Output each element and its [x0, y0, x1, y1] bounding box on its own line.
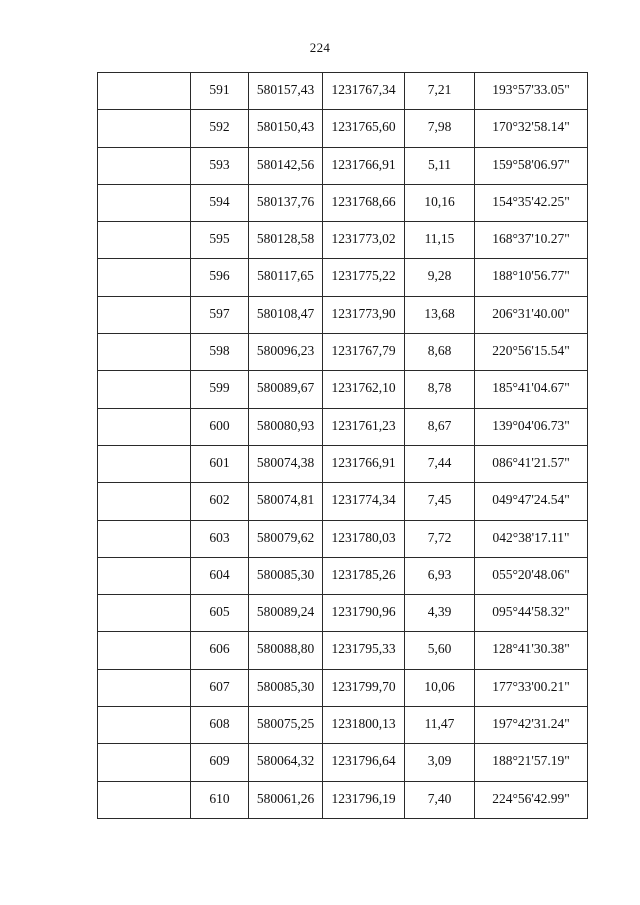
y-coordinate-cell	[323, 334, 405, 371]
point-number-cell-text: 607	[209, 678, 230, 694]
blank-cell-text	[98, 782, 190, 792]
blank-cell	[98, 371, 191, 408]
direction-angle-cell-text: 188°21'57.19"	[492, 753, 570, 769]
y-coordinate-cell-text: 1231767,34	[331, 82, 396, 97]
distance-cell-text: 8,78	[427, 380, 452, 396]
y-coordinate-cell	[323, 184, 405, 221]
x-coordinate-cell	[249, 334, 323, 371]
blank-cell	[98, 334, 191, 371]
x-coordinate-cell	[249, 595, 323, 632]
x-coordinate-cell	[249, 669, 323, 706]
distance-cell-text: 13,68	[424, 305, 455, 321]
direction-angle-cell	[475, 781, 588, 818]
x-coordinate-cell-text: 580150,43	[256, 119, 315, 135]
distance-cell	[405, 296, 475, 333]
y-coordinate-cell-text: 1231796,64	[331, 753, 396, 769]
distance-cell	[405, 669, 475, 706]
distance-cell	[405, 632, 475, 669]
direction-angle-cell	[475, 296, 588, 333]
distance-cell	[405, 595, 475, 632]
table-row	[98, 408, 588, 445]
blank-cell	[98, 632, 191, 669]
distance-cell-text: 10,06	[424, 678, 455, 694]
distance-cell-text: 11,47	[424, 716, 455, 732]
distance-cell-text: 4,39	[427, 604, 452, 620]
direction-angle-cell-text: 042°38'17.11"	[492, 529, 570, 545]
distance-cell-text: 5,11	[427, 156, 452, 172]
table-row	[98, 520, 588, 557]
x-coordinate-cell-text: 580080,93	[256, 417, 315, 433]
y-coordinate-cell-text: 1231766,91	[331, 454, 396, 470]
blank-cell-text	[98, 297, 190, 307]
table-row	[98, 669, 588, 706]
distance-cell-text: 7,40	[427, 790, 452, 806]
x-coordinate-cell-text: 580074,38	[256, 454, 315, 470]
direction-angle-cell-text: 049°47'24.54"	[492, 492, 570, 508]
table-row	[98, 259, 588, 296]
direction-angle-cell	[475, 669, 588, 706]
distance-cell	[405, 147, 475, 184]
direction-angle-cell	[475, 744, 588, 781]
point-number-cell	[191, 781, 249, 818]
point-number-cell	[191, 632, 249, 669]
point-number-cell-text: 604	[209, 566, 230, 582]
blank-cell	[98, 73, 191, 110]
x-coordinate-cell-text: 580064,32	[256, 753, 315, 769]
point-number-cell-text: 598	[209, 343, 230, 359]
point-number-cell-text: 592	[209, 119, 230, 135]
direction-angle-cell-text: 139°04'06.73"	[492, 417, 570, 433]
distance-cell-text: 6,93	[427, 566, 452, 582]
table-row	[98, 296, 588, 333]
point-number-cell	[191, 557, 249, 594]
point-number-cell	[191, 371, 249, 408]
table-row	[98, 744, 588, 781]
distance-cell-text: 8,67	[427, 417, 452, 433]
y-coordinate-cell-text: 1231795,33	[331, 641, 396, 657]
coordinates-table-body	[98, 73, 588, 819]
table-row	[98, 222, 588, 259]
distance-cell-text: 8,68	[427, 343, 452, 359]
x-coordinate-cell-text: 580061,26	[256, 790, 315, 806]
blank-cell	[98, 520, 191, 557]
y-coordinate-cell-text: 1231796,19	[331, 790, 396, 806]
blank-cell-text	[98, 334, 190, 344]
point-number-cell-text: 591	[209, 82, 230, 97]
x-coordinate-cell-text: 580085,30	[256, 678, 315, 694]
direction-angle-cell-text: 177°33'00.21"	[492, 678, 570, 694]
direction-angle-cell	[475, 110, 588, 147]
table-row	[98, 707, 588, 744]
y-coordinate-cell	[323, 445, 405, 482]
point-number-cell	[191, 259, 249, 296]
blank-cell	[98, 781, 191, 818]
blank-cell	[98, 259, 191, 296]
point-number-cell-text: 605	[209, 604, 230, 620]
distance-cell-text: 7,98	[427, 119, 452, 135]
x-coordinate-cell-text: 580137,76	[256, 193, 315, 209]
y-coordinate-cell-text: 1231800,13	[331, 716, 396, 732]
distance-cell-text: 7,21	[427, 82, 452, 97]
direction-angle-cell-text: 193°57'33.05"	[492, 82, 570, 97]
x-coordinate-cell	[249, 707, 323, 744]
blank-cell-text	[98, 483, 190, 493]
direction-angle-cell	[475, 184, 588, 221]
x-coordinate-cell-text: 580089,24	[256, 604, 315, 620]
direction-angle-cell	[475, 483, 588, 520]
y-coordinate-cell	[323, 259, 405, 296]
blank-cell-text	[98, 744, 190, 754]
blank-cell	[98, 110, 191, 147]
blank-cell	[98, 147, 191, 184]
point-number-cell	[191, 110, 249, 147]
blank-cell-text	[98, 446, 190, 456]
point-number-cell	[191, 744, 249, 781]
y-coordinate-cell-text: 1231768,66	[331, 193, 396, 209]
blank-cell	[98, 445, 191, 482]
distance-cell	[405, 781, 475, 818]
direction-angle-cell	[475, 334, 588, 371]
direction-angle-cell-text: 197°42'31.24"	[492, 716, 570, 732]
point-number-cell-text: 596	[209, 268, 230, 284]
direction-angle-cell-text: 206°31'40.00"	[492, 305, 570, 321]
table-row	[98, 632, 588, 669]
y-coordinate-cell-text: 1231785,26	[331, 566, 396, 582]
distance-cell-text: 7,45	[427, 492, 452, 508]
direction-angle-cell	[475, 445, 588, 482]
x-coordinate-cell	[249, 744, 323, 781]
point-number-cell	[191, 296, 249, 333]
distance-cell	[405, 483, 475, 520]
blank-cell	[98, 707, 191, 744]
blank-cell	[98, 184, 191, 221]
x-coordinate-cell	[249, 483, 323, 520]
point-number-cell-text: 602	[209, 492, 230, 508]
y-coordinate-cell	[323, 147, 405, 184]
direction-angle-cell-text: 185°41'04.67"	[492, 380, 570, 396]
point-number-cell	[191, 445, 249, 482]
table-row	[98, 371, 588, 408]
direction-angle-cell-text: 170°32'58.14"	[492, 119, 570, 135]
point-number-cell	[191, 334, 249, 371]
page-number: 224	[309, 40, 331, 55]
x-coordinate-cell-text: 580128,58	[256, 231, 315, 247]
table-row	[98, 147, 588, 184]
blank-cell-text	[98, 409, 190, 419]
y-coordinate-cell	[323, 222, 405, 259]
direction-angle-cell-text: 159°58'06.97"	[492, 156, 570, 172]
point-number-cell-text: 606	[209, 641, 230, 657]
distance-cell-text: 7,44	[427, 454, 452, 470]
direction-angle-cell-text: 188°10'56.77"	[492, 268, 570, 284]
x-coordinate-cell	[249, 445, 323, 482]
point-number-cell-text: 597	[209, 305, 230, 321]
blank-cell	[98, 595, 191, 632]
y-coordinate-cell	[323, 781, 405, 818]
point-number-cell	[191, 669, 249, 706]
y-coordinate-cell	[323, 408, 405, 445]
point-number-cell	[191, 520, 249, 557]
point-number-cell-text: 593	[209, 156, 230, 172]
point-number-cell	[191, 595, 249, 632]
direction-angle-cell	[475, 557, 588, 594]
x-coordinate-cell-text: 580089,67	[256, 380, 315, 396]
point-number-cell-text: 603	[209, 529, 230, 545]
y-coordinate-cell-text: 1231767,79	[331, 343, 396, 359]
distance-cell	[405, 259, 475, 296]
x-coordinate-cell	[249, 259, 323, 296]
point-number-cell	[191, 408, 249, 445]
x-coordinate-cell	[249, 147, 323, 184]
blank-cell	[98, 557, 191, 594]
blank-cell-text	[98, 185, 190, 195]
x-coordinate-cell	[249, 781, 323, 818]
y-coordinate-cell	[323, 669, 405, 706]
blank-cell	[98, 408, 191, 445]
direction-angle-cell	[475, 259, 588, 296]
distance-cell-text: 3,09	[427, 753, 452, 769]
distance-cell	[405, 520, 475, 557]
x-coordinate-cell-text: 580088,80	[256, 641, 315, 657]
x-coordinate-cell	[249, 222, 323, 259]
y-coordinate-cell	[323, 73, 405, 110]
distance-cell-text: 10,16	[424, 193, 455, 209]
direction-angle-cell-text: 055°20'48.06"	[492, 566, 570, 582]
blank-cell-text	[98, 521, 190, 531]
point-number-cell	[191, 222, 249, 259]
y-coordinate-cell	[323, 296, 405, 333]
x-coordinate-cell	[249, 632, 323, 669]
blank-cell-text	[98, 632, 190, 642]
direction-angle-cell-text: 154°35'42.25"	[492, 193, 570, 209]
table-row	[98, 184, 588, 221]
distance-cell	[405, 73, 475, 110]
direction-angle-cell	[475, 147, 588, 184]
blank-cell	[98, 296, 191, 333]
y-coordinate-cell	[323, 110, 405, 147]
blank-cell-text	[98, 670, 190, 680]
table-row	[98, 483, 588, 520]
distance-cell	[405, 110, 475, 147]
x-coordinate-cell	[249, 184, 323, 221]
direction-angle-cell-text: 086°41'21.57"	[492, 454, 570, 470]
point-number-cell-text: 601	[209, 454, 230, 470]
y-coordinate-cell	[323, 371, 405, 408]
table-row	[98, 595, 588, 632]
y-coordinate-cell-text: 1231773,02	[331, 231, 396, 247]
distance-cell	[405, 707, 475, 744]
blank-cell-text	[98, 558, 190, 568]
point-number-cell-text: 600	[209, 417, 230, 433]
distance-cell	[405, 371, 475, 408]
y-coordinate-cell-text: 1231774,34	[331, 492, 396, 508]
y-coordinate-cell-text: 1231799,70	[331, 678, 396, 694]
y-coordinate-cell-text: 1231761,23	[331, 417, 396, 433]
point-number-cell-text: 594	[209, 193, 230, 209]
point-number-cell	[191, 147, 249, 184]
x-coordinate-cell	[249, 110, 323, 147]
point-number-cell	[191, 707, 249, 744]
point-number-cell	[191, 73, 249, 110]
blank-cell	[98, 669, 191, 706]
x-coordinate-cell	[249, 408, 323, 445]
blank-cell-text	[98, 707, 190, 717]
direction-angle-cell	[475, 222, 588, 259]
x-coordinate-cell-text: 580075,25	[256, 716, 315, 732]
x-coordinate-cell-text: 580142,56	[256, 156, 315, 172]
table-row	[98, 110, 588, 147]
distance-cell-text: 9,28	[427, 268, 452, 284]
point-number-cell-text: 599	[209, 380, 230, 396]
blank-cell	[98, 483, 191, 520]
x-coordinate-cell-text: 580085,30	[256, 566, 315, 582]
point-number-cell-text: 610	[209, 790, 230, 806]
direction-angle-cell-text: 168°37'10.27"	[492, 231, 570, 247]
x-coordinate-cell	[249, 520, 323, 557]
y-coordinate-cell	[323, 483, 405, 520]
blank-cell-text	[98, 73, 190, 83]
blank-cell-text	[98, 148, 190, 158]
blank-cell	[98, 744, 191, 781]
distance-cell	[405, 334, 475, 371]
x-coordinate-cell	[249, 73, 323, 110]
distance-cell	[405, 557, 475, 594]
distance-cell	[405, 184, 475, 221]
distance-cell	[405, 222, 475, 259]
x-coordinate-cell-text: 580108,47	[256, 305, 315, 321]
distance-cell-text: 5,60	[427, 641, 452, 657]
direction-angle-cell-text: 128°41'30.38"	[492, 641, 570, 657]
direction-angle-cell-text: 224°56'42.99"	[492, 790, 570, 806]
point-number-cell	[191, 184, 249, 221]
direction-angle-cell-text: 220°56'15.54"	[492, 343, 570, 359]
table-row	[98, 557, 588, 594]
direction-angle-cell	[475, 371, 588, 408]
x-coordinate-cell	[249, 296, 323, 333]
blank-cell-text	[98, 222, 190, 232]
direction-angle-cell-text: 095°44'58.32"	[492, 604, 570, 620]
coordinates-table	[97, 72, 588, 819]
point-number-cell-text: 609	[209, 753, 230, 769]
x-coordinate-cell-text: 580157,43	[256, 82, 315, 97]
y-coordinate-cell-text: 1231775,22	[331, 268, 396, 284]
blank-cell-text	[98, 371, 190, 381]
y-coordinate-cell	[323, 595, 405, 632]
x-coordinate-cell-text: 580117,65	[257, 268, 314, 284]
blank-cell-text	[98, 259, 190, 269]
direction-angle-cell	[475, 408, 588, 445]
y-coordinate-cell-text: 1231762,10	[331, 380, 396, 396]
point-number-cell	[191, 483, 249, 520]
x-coordinate-cell-text: 580096,23	[256, 343, 315, 359]
x-coordinate-cell-text: 580079,62	[256, 529, 315, 545]
distance-cell-text: 11,15	[424, 231, 455, 247]
y-coordinate-cell	[323, 744, 405, 781]
x-coordinate-cell-text: 580074,81	[256, 492, 315, 508]
y-coordinate-cell	[323, 557, 405, 594]
distance-cell	[405, 744, 475, 781]
direction-angle-cell	[475, 520, 588, 557]
y-coordinate-cell	[323, 520, 405, 557]
y-coordinate-cell-text: 1231790,96	[331, 604, 396, 620]
y-coordinate-cell-text: 1231773,90	[331, 305, 396, 321]
y-coordinate-cell	[323, 707, 405, 744]
blank-cell	[98, 222, 191, 259]
x-coordinate-cell	[249, 371, 323, 408]
distance-cell	[405, 408, 475, 445]
point-number-cell-text: 595	[209, 231, 230, 247]
direction-angle-cell	[475, 73, 588, 110]
table-row	[98, 73, 588, 110]
direction-angle-cell	[475, 632, 588, 669]
table-row	[98, 781, 588, 818]
blank-cell-text	[98, 110, 190, 120]
distance-cell	[405, 445, 475, 482]
x-coordinate-cell	[249, 557, 323, 594]
y-coordinate-cell-text: 1231765,60	[331, 119, 396, 135]
point-number-cell-text: 608	[209, 716, 230, 732]
direction-angle-cell	[475, 595, 588, 632]
table-row	[98, 334, 588, 371]
table-row	[98, 445, 588, 482]
y-coordinate-cell	[323, 632, 405, 669]
direction-angle-cell	[475, 707, 588, 744]
distance-cell-text: 7,72	[427, 529, 452, 545]
y-coordinate-cell-text: 1231766,91	[331, 156, 396, 172]
y-coordinate-cell-text: 1231780,03	[331, 529, 396, 545]
blank-cell-text	[98, 595, 190, 605]
